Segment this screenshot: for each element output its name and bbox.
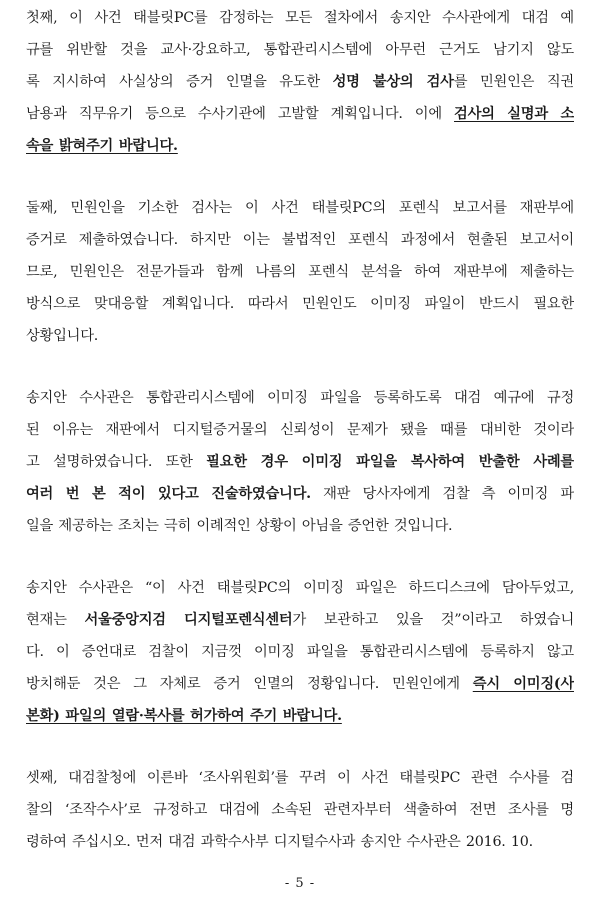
text-line bbox=[26, 2, 574, 34]
emphasized-underlined-text: 속을 밝혀주기 바랍니다. bbox=[26, 138, 178, 154]
text-line bbox=[26, 572, 574, 604]
text-run: 를 민원인은 직권 bbox=[453, 74, 574, 90]
text-line bbox=[26, 414, 574, 446]
text-line bbox=[26, 762, 574, 794]
text-run: 록 지시하여 사실상의 증거 인멸을 유도한 bbox=[26, 74, 333, 90]
paragraph-gap bbox=[26, 352, 574, 382]
paragraph-5 bbox=[26, 762, 574, 858]
text-run: 재판 당사자에게 검찰 측 이미징 파 bbox=[310, 486, 574, 502]
bold-text: 성명 불상의 검사 bbox=[332, 74, 454, 90]
paragraph-gap bbox=[26, 732, 574, 762]
text-line bbox=[26, 98, 574, 130]
paragraph-gap bbox=[26, 162, 574, 192]
text-run: 셋째, 대검찰청에 이른바 ‘조사위원회’를 꾸려 이 사건 태블릿PC 관련 수사를 검 bbox=[26, 770, 574, 786]
text-run: 일을 제공하는 조치는 극히 이례적인 상황이 아님을 증언한 것입니다. bbox=[26, 518, 453, 534]
text-run: 므로, 민원인은 전문가들과 함께 나름의 포렌식 분석을 하여 재판부에 제출하는 bbox=[26, 264, 574, 280]
text-run: 가 보관하고 있을 것”이라고 하였습니 bbox=[292, 612, 574, 628]
paragraph-1 bbox=[26, 2, 574, 162]
emphasized-underlined-text: 본화) 파일의 열람·복사를 허가하여 주기 바랍니다. bbox=[26, 708, 342, 724]
text-run: 첫째, 이 사건 태블릿PC를 감정하는 모든 절차에서 송지안 수사관에게 대검 예 bbox=[26, 10, 574, 26]
text-line bbox=[26, 224, 574, 256]
bold-text: 서울중앙지검 디지털포렌식센터 bbox=[84, 612, 293, 628]
text-line bbox=[26, 66, 574, 98]
text-run: 다. 이 증언대로 검찰이 지금껏 이미징 파일을 통합관리시스템에 등록하지 않고 bbox=[26, 644, 574, 660]
text-run: 상황입니다. bbox=[26, 328, 99, 344]
text-line bbox=[26, 510, 574, 542]
text-line bbox=[26, 478, 574, 510]
bold-text: 필요한 경우 이미징 파일을 복사하여 반출한 사례를 bbox=[206, 454, 574, 470]
paragraph-3 bbox=[26, 382, 574, 542]
text-run: 송지안 수사관은 통합관리시스템에 이미징 파일을 등록하도록 대검 예규에 규정 bbox=[26, 390, 574, 406]
text-run: 고 설명하였습니다. 또한 bbox=[26, 454, 207, 470]
text-line bbox=[26, 446, 574, 478]
text-line bbox=[26, 320, 574, 352]
text-line bbox=[26, 794, 574, 826]
text-line bbox=[26, 130, 574, 162]
text-run: 령하여 주십시오. 먼저 대검 과학수사부 디지털수사과 송지안 수사관은 2016. 10. bbox=[26, 834, 533, 850]
paragraph-gap bbox=[26, 542, 574, 572]
paragraph-2 bbox=[26, 192, 574, 352]
paragraph-4 bbox=[26, 572, 574, 732]
text-run: 남용과 직무유기 등으로 수사기관에 고발할 계획입니다. 이에 bbox=[26, 106, 455, 122]
text-line bbox=[26, 604, 574, 636]
text-run: 현재는 bbox=[26, 612, 85, 628]
text-run: 증거로 제출하였습니다. 하지만 이는 불법적인 포렌식 과정에서 현출된 보고서이 bbox=[26, 232, 574, 248]
text-line bbox=[26, 700, 574, 732]
text-run: 된 이유는 재판에서 디지털증거물의 신뢰성이 문제가 됐을 때를 대비한 것이라 bbox=[26, 422, 574, 438]
text-run: 찰의 ‘조작수사’로 규정하고 대검에 소속된 관련자부터 색출하여 전면 조사를 명 bbox=[26, 802, 574, 818]
text-line bbox=[26, 34, 574, 66]
text-run: 방식으로 맞대응할 계획입니다. 따라서 민원인도 이미징 파일이 반드시 필요한 bbox=[26, 296, 574, 312]
document-body bbox=[26, 0, 574, 858]
text-line bbox=[26, 636, 574, 668]
text-line bbox=[26, 288, 574, 320]
text-run: 둘째, 민원인을 기소한 검사는 이 사건 태블릿PC의 포렌식 보고서를 재판부에 bbox=[26, 200, 574, 216]
text-run: 송지안 수사관은 “이 사건 태블릿PC의 이미징 파일은 하드디스크에 담아두었고, bbox=[26, 580, 574, 596]
document-page bbox=[26, 0, 574, 858]
text-line bbox=[26, 826, 574, 858]
emphasized-underlined-text: 검사의 실명과 소 bbox=[454, 106, 574, 122]
text-line bbox=[26, 382, 574, 414]
text-run: 규를 위반할 것을 교사·강요하고, 통합관리시스템에 아무런 근거도 남기지 않도 bbox=[26, 42, 574, 58]
text-line bbox=[26, 192, 574, 224]
text-line bbox=[26, 256, 574, 288]
text-run: 방치해둔 것은 그 자체로 증거 인멸의 정황입니다. 민원인에게 bbox=[26, 676, 473, 692]
emphasized-underlined-text: 즉시 이미징(사 bbox=[472, 676, 574, 692]
page-number: - 5 - bbox=[284, 876, 316, 891]
text-line bbox=[26, 668, 574, 700]
bold-text: 여러 번 본 적이 있다고 진술하였습니다. bbox=[26, 486, 311, 502]
